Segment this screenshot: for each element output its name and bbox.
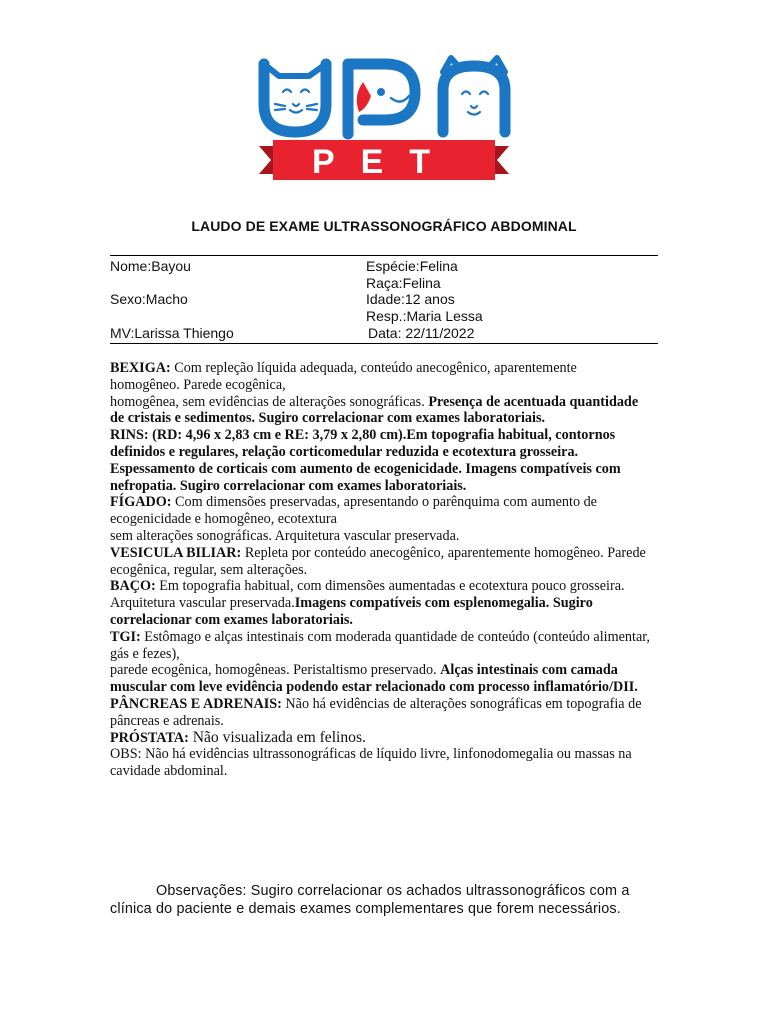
patient-age: Idade:12 anos xyxy=(366,291,455,307)
section-baco xyxy=(110,578,650,595)
veterinarian: MV:Larissa Thiengo xyxy=(110,325,234,341)
pancreas-label: PÂNCREAS E ADRENAIS: xyxy=(110,695,282,712)
section-obs: OBS: Não há evidências ultrassonográficas de líquido livre, linfonodomegalia ou massas na cavidade abdominal. xyxy=(110,746,632,780)
prostata-label: PRÓSTATA: xyxy=(110,729,189,746)
patient-name: Nome:Bayou xyxy=(110,258,191,274)
logo-pet-text: PET xyxy=(311,143,457,180)
baco-finding: Imagens compatíveis com esplenomegalia. Sugiro correlacionar com exames laboratoriais. xyxy=(110,595,593,628)
header-top-rule xyxy=(110,255,658,256)
header-bottom-rule xyxy=(110,343,658,344)
bexiga-label: BEXIGA: xyxy=(110,360,171,376)
section-prostata xyxy=(110,730,650,747)
section-tgi xyxy=(110,629,650,663)
patient-owner: Resp.:Maria Lessa xyxy=(366,308,483,324)
tgi-label: TGI: xyxy=(110,628,141,645)
bexiga-text-2: homogênea, sem evidências de alterações sonográficas. xyxy=(110,393,429,410)
rins-finding: RINS: (RD: 4,96 x 2,83 cm e RE: 3,79 x 2,80 cm).Em topografia habitual, contornos definidos e regulares, relação corticomedular reduzida e ecotextura grosseira. Espessamento de corticais com aumento de ecogenicidade. Imagens compatíveis com nefropatia. Sugiro correlacionar com exames laboratoriais. xyxy=(110,427,621,494)
pancreas-text: Não há evidências de alterações sonográficas em topografia de pâncreas e adrenais. xyxy=(110,695,642,729)
observations-paragraph: Observações: Sugiro correlacionar os achados ultrassonográficos com a clínica do paciente e demais exames complementares que forem necessários. xyxy=(110,883,630,917)
patient-species: Espécie:Felina xyxy=(366,258,458,274)
section-pancreas xyxy=(110,696,650,730)
baco-text-2: Arquitetura vascular preservada. xyxy=(110,595,295,612)
figado-label: FÍGADO: xyxy=(110,494,172,511)
figado-text: Com dimensões preservadas, apresentando o parênquima com aumento de ecogenicidade e homogêneo, ecotextura xyxy=(110,494,597,528)
baco-label: BAÇO: xyxy=(110,578,156,595)
section-baco-cont xyxy=(110,595,650,629)
section-tgi-cont xyxy=(110,662,650,696)
upa-pet-logo xyxy=(255,52,513,180)
section-vesicula xyxy=(110,545,650,579)
patient-breed: Raça:Felina xyxy=(366,275,441,291)
patient-sex: Sexo:Macho xyxy=(110,291,188,307)
baco-text: Em topografia habitual, com dimensões aumentadas e ecotextura pouco grosseira. xyxy=(155,578,625,595)
section-figado xyxy=(110,494,650,528)
exam-date: Data: 22/11/2022 xyxy=(368,325,475,341)
prostata-text: Não visualizada em felinos. xyxy=(188,728,366,746)
section-bexiga-cont xyxy=(110,394,650,428)
bexiga-finding: Presença de acentuada quantidade de cristais e sedimentos. Sugiro correlacionar com exames laboratoriais. xyxy=(110,393,639,427)
figado-text-2: sem alterações sonográficas. Arquitetura vascular preservada. xyxy=(110,527,460,544)
tgi-finding: Alças intestinais com camada muscular com leve evidência podendo estar relacionado com processo inflamatório/DII. xyxy=(110,662,638,696)
vesicula-label: VESICULA BILIAR: xyxy=(110,544,242,561)
bexiga-text: Com repleção líquida adequada, conteúdo anecogênico, aparentemente homogêneo. Parede ecogênica, xyxy=(110,360,577,393)
section-rins xyxy=(110,427,650,494)
section-bexiga xyxy=(110,360,650,394)
tgi-text-2: parede ecogênica, homogêneas. Peristaltismo preservado. xyxy=(110,662,441,679)
report-body xyxy=(110,360,650,780)
section-figado-cont xyxy=(110,528,650,545)
tgi-text: Estômago e alças intestinais com moderada quantidade de conteúdo (conteúdo alimentar, gás e fezes), xyxy=(110,628,650,662)
vesicula-text: Repleta por conteúdo anecogênico, aparentemente homogêneo. Parede ecogênica, regular, sem alterações. xyxy=(110,544,646,578)
document-title: LAUDO DE EXAME ULTRASSONOGRÁFICO ABDOMINAL xyxy=(191,218,577,234)
